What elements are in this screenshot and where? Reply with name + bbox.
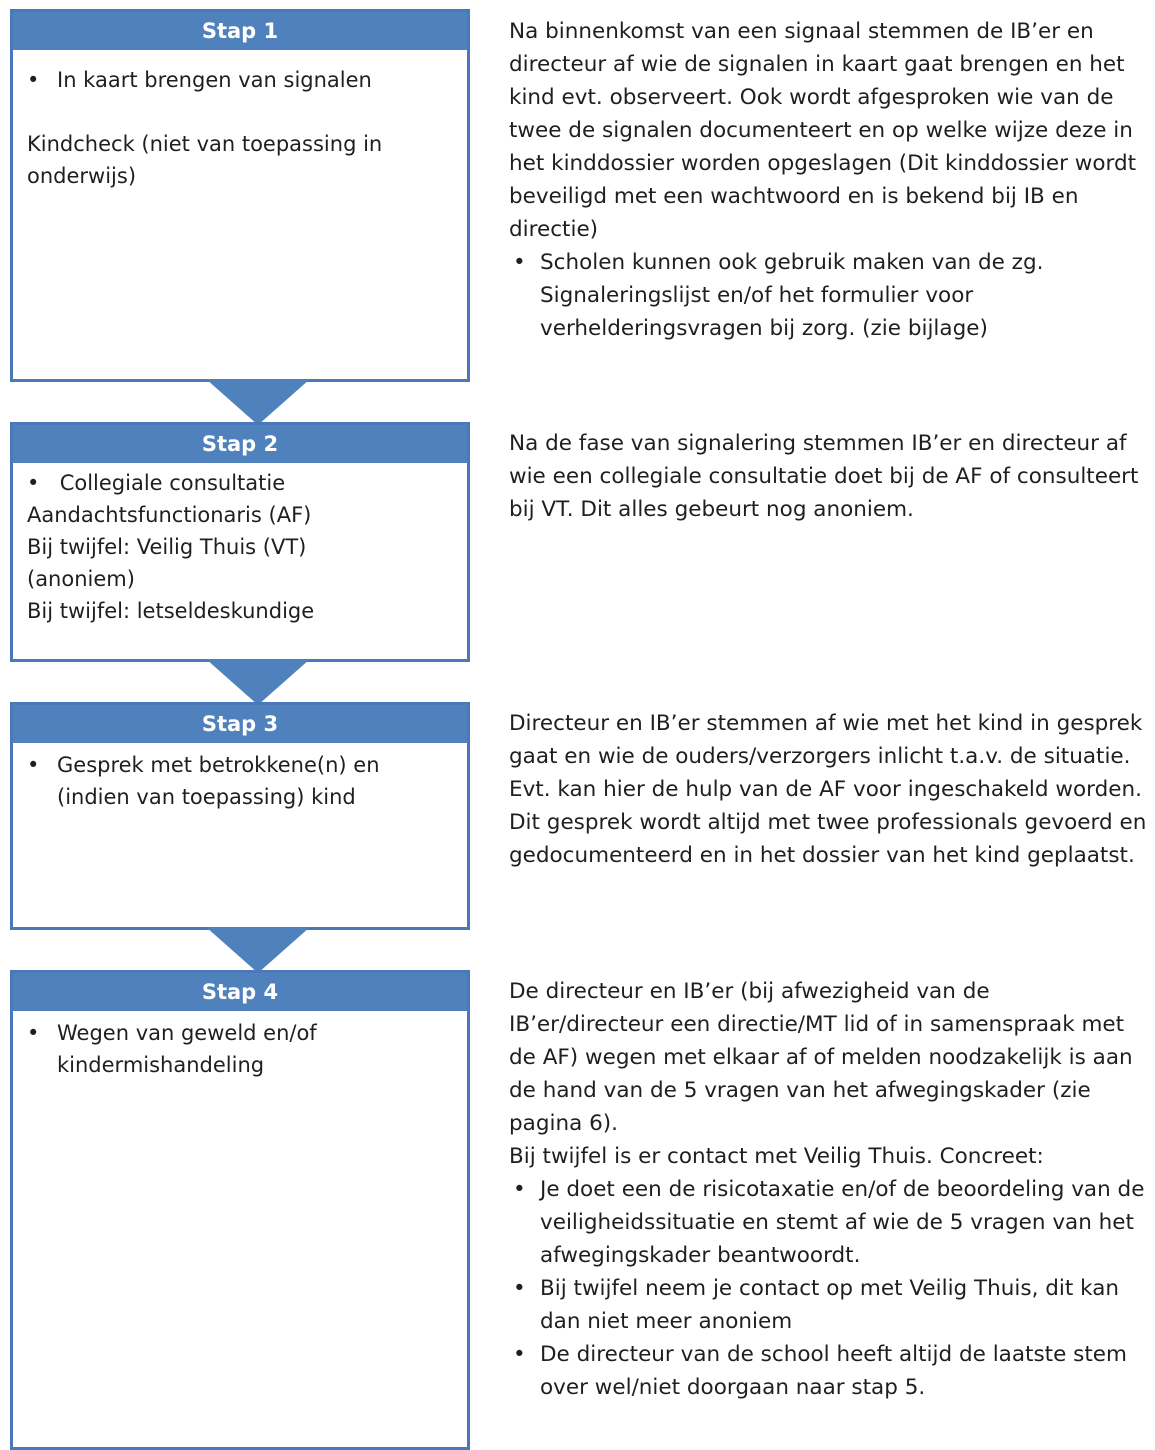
- bullet-icon: •: [27, 753, 40, 777]
- bullet-icon: •: [27, 68, 40, 92]
- step-3-box: [10, 702, 470, 930]
- flow-arrow-1: [206, 379, 310, 425]
- step-4-bullet: • Wegen van geweld en/of kindermishandeling: [27, 1017, 453, 1081]
- bullet-icon: •: [513, 1342, 526, 1367]
- step-1-line: onderwijs): [27, 164, 137, 188]
- bullet-icon: •: [27, 1021, 40, 1045]
- step-1-box: [10, 9, 470, 382]
- step-1-description: [509, 15, 1149, 345]
- bullet-icon: •: [513, 250, 526, 275]
- bullet-icon: •: [513, 1276, 526, 1301]
- description-bullet: • Bij twijfel neem je contact op met Veilig Thuis, dit kan dan niet meer anoniem: [509, 1272, 1149, 1338]
- step-2-header: Stap 2: [13, 425, 467, 463]
- flow-arrow-2: [206, 659, 310, 705]
- step-2-line: Aandachtsfunctionaris (AF): [27, 503, 312, 527]
- description-text: Na de fase van signalering stemmen IB’er en directeur af wie een collegiale consultatie doet bij de AF of consulteert bij VT. Dit alles gebeurt nog anoniem.: [509, 431, 1139, 522]
- step-1-line: Kindcheck (niet van toepassing in: [27, 132, 383, 156]
- step-2-line: Bij twijfel: letseldeskundige: [27, 599, 315, 623]
- description-bullet: • Je doet een de risicotaxatie en/of de beoordeling van de veiligheidssituatie en stemt af wie de 5 vragen van het afwegingskader beantwoordt.: [509, 1173, 1149, 1272]
- bullet-icon: •: [27, 471, 40, 495]
- step-2-line: (anoniem): [27, 567, 135, 591]
- bullet-icon: •: [513, 1177, 526, 1202]
- description-text: Directeur en IB’er stemmen af wie met het kind in gesprek gaat en wie de ouders/verzorgers inlicht t.a.v. de situatie. Evt. kan hier de hulp van de AF voor ingeschakeld worden. Dit gesprek wordt altijd met twee professionals gevoerd en gedocumenteerd en in het dossier van het kind geplaatst.: [509, 711, 1147, 868]
- step-2-description: [509, 427, 1149, 526]
- step-2-box: [10, 422, 470, 662]
- step-4-header: Stap 4: [13, 973, 467, 1011]
- description-text: De directeur en IB’er (bij afwezigheid van de IB’er/directeur een directie/MT lid of in samenspraak met de AF) wegen met elkaar af of melden noodzakelijk is aan de hand van de 5 vragen van het afwegingskader (zie pagina 6).: [509, 979, 1133, 1136]
- step-2-bullet: • Collegiale consultatie: [27, 467, 453, 499]
- description-text: Na binnenkomst van een signaal stemmen de IB’er en directeur af wie de signalen in kaart gaat brengen en het kind evt. observeert. Ook wordt afgesproken wie van de twee de signalen documenteert en op welke wijze deze in het kinddossier worden opgeslagen (Dit kinddossier wordt beveiligd met een wachtwoord en is bekend bij IB en directie): [509, 19, 1137, 242]
- step-3-header: Stap 3: [13, 705, 467, 743]
- flow-arrow-3: [206, 927, 310, 973]
- description-bullet: • De directeur van de school heeft altijd de laatste stem over wel/niet doorgaan naar stap 5.: [509, 1338, 1149, 1404]
- step-4-description: [509, 975, 1149, 1404]
- description-bullet: • Scholen kunnen ook gebruik maken van de zg. Signaleringslijst en/of het formulier voor verhelderingsvragen bij zorg. (zie bijlage): [509, 246, 1149, 345]
- step-4-box: [10, 970, 470, 1450]
- step-3-bullet: • Gesprek met betrokkene(n) en (indien van toepassing) kind: [27, 749, 453, 813]
- step-3-description: [509, 707, 1149, 872]
- step-1-bullet: • In kaart brengen van signalen: [27, 64, 453, 96]
- step-1-header: Stap 1: [13, 12, 467, 50]
- step-2-line: Bij twijfel: Veilig Thuis (VT): [27, 535, 307, 559]
- description-text: Bij twijfel is er contact met Veilig Thuis. Concreet:: [509, 1144, 1044, 1169]
